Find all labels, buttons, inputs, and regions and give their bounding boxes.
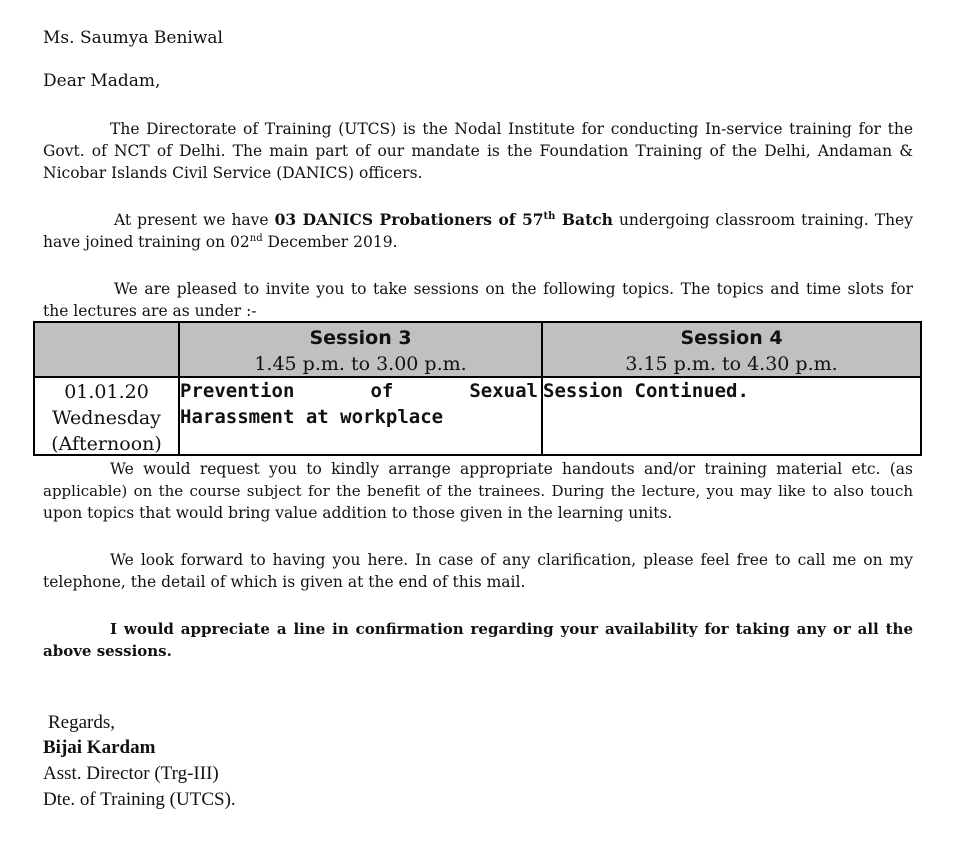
para3-line1: We are pleased to invite you to take sessions on the following topics. The topics and time slots for xyxy=(114,280,913,298)
recipient-name: Ms. Saumya Beniwal xyxy=(43,28,223,48)
para3-line2: the lectures are as under :- xyxy=(43,302,257,320)
session3-time: 1.45 p.m. to 3.00 p.m. xyxy=(254,353,467,375)
para5-line1: We look forward to having you here. In case of any clarification, please feel free to call me on my xyxy=(110,551,913,569)
para4-line1: We would request you to kindly arrange appropriate handouts and/or training material etc. (as xyxy=(110,460,913,478)
date-cell: 01.01.20 xyxy=(64,381,149,403)
para6-line2: above sessions. xyxy=(43,642,172,660)
para1-line2: Govt. of NCT of Delhi. The main part of our mandate is the Foundation Training of the Delhi, Andaman & xyxy=(43,142,913,160)
signatory-org: Dte. of Training (UTCS). xyxy=(43,789,236,810)
day-cell: Wednesday xyxy=(52,407,161,429)
para2-bold: 03 DANICS Probationers of 57th Batch xyxy=(274,210,613,229)
salutation: Dear Madam, xyxy=(43,71,161,91)
para4-line2: applicable) on the course subject for the benefit of the trainees. During the lecture, you may like to also touch xyxy=(43,482,913,500)
para5-line2: telephone, the detail of which is given at the end of this mail. xyxy=(43,573,526,591)
para6-line1: I would appreciate a line in confirmation regarding your availability for taking any or all the xyxy=(110,620,913,638)
session3-title: Session 3 xyxy=(309,327,412,349)
session4-time: 3.15 p.m. to 4.30 p.m. xyxy=(625,353,838,375)
para1-line1: The Directorate of Training (UTCS) is the Nodal Institute for conducting In-service training for the xyxy=(110,120,913,138)
session4-title: Session 4 xyxy=(680,327,783,349)
schedule-table xyxy=(33,321,922,456)
topic-line2: Harassment at workplace xyxy=(180,406,444,428)
para2-line1 xyxy=(114,209,913,231)
slot-cell: (Afternoon) xyxy=(51,433,162,455)
session4-content: Session Continued. xyxy=(543,380,749,402)
para2-suffix: undergoing classroom training. They xyxy=(618,211,913,229)
topic-line1: Prevention of Sexual xyxy=(180,380,538,402)
signatory-name: Bijai Kardam xyxy=(43,737,156,758)
para2-prefix: At present we have xyxy=(114,211,269,229)
para4-line3: upon topics that would bring value addition to those given in the learning units. xyxy=(43,504,673,522)
para2-line2: have joined training on 02nd December 2019. xyxy=(43,233,398,251)
signatory-title: Asst. Director (Trg-III) xyxy=(43,763,219,784)
para1-line3: Nicobar Islands Civil Service (DANICS) officers. xyxy=(43,164,423,182)
closing: Regards, xyxy=(48,712,116,733)
